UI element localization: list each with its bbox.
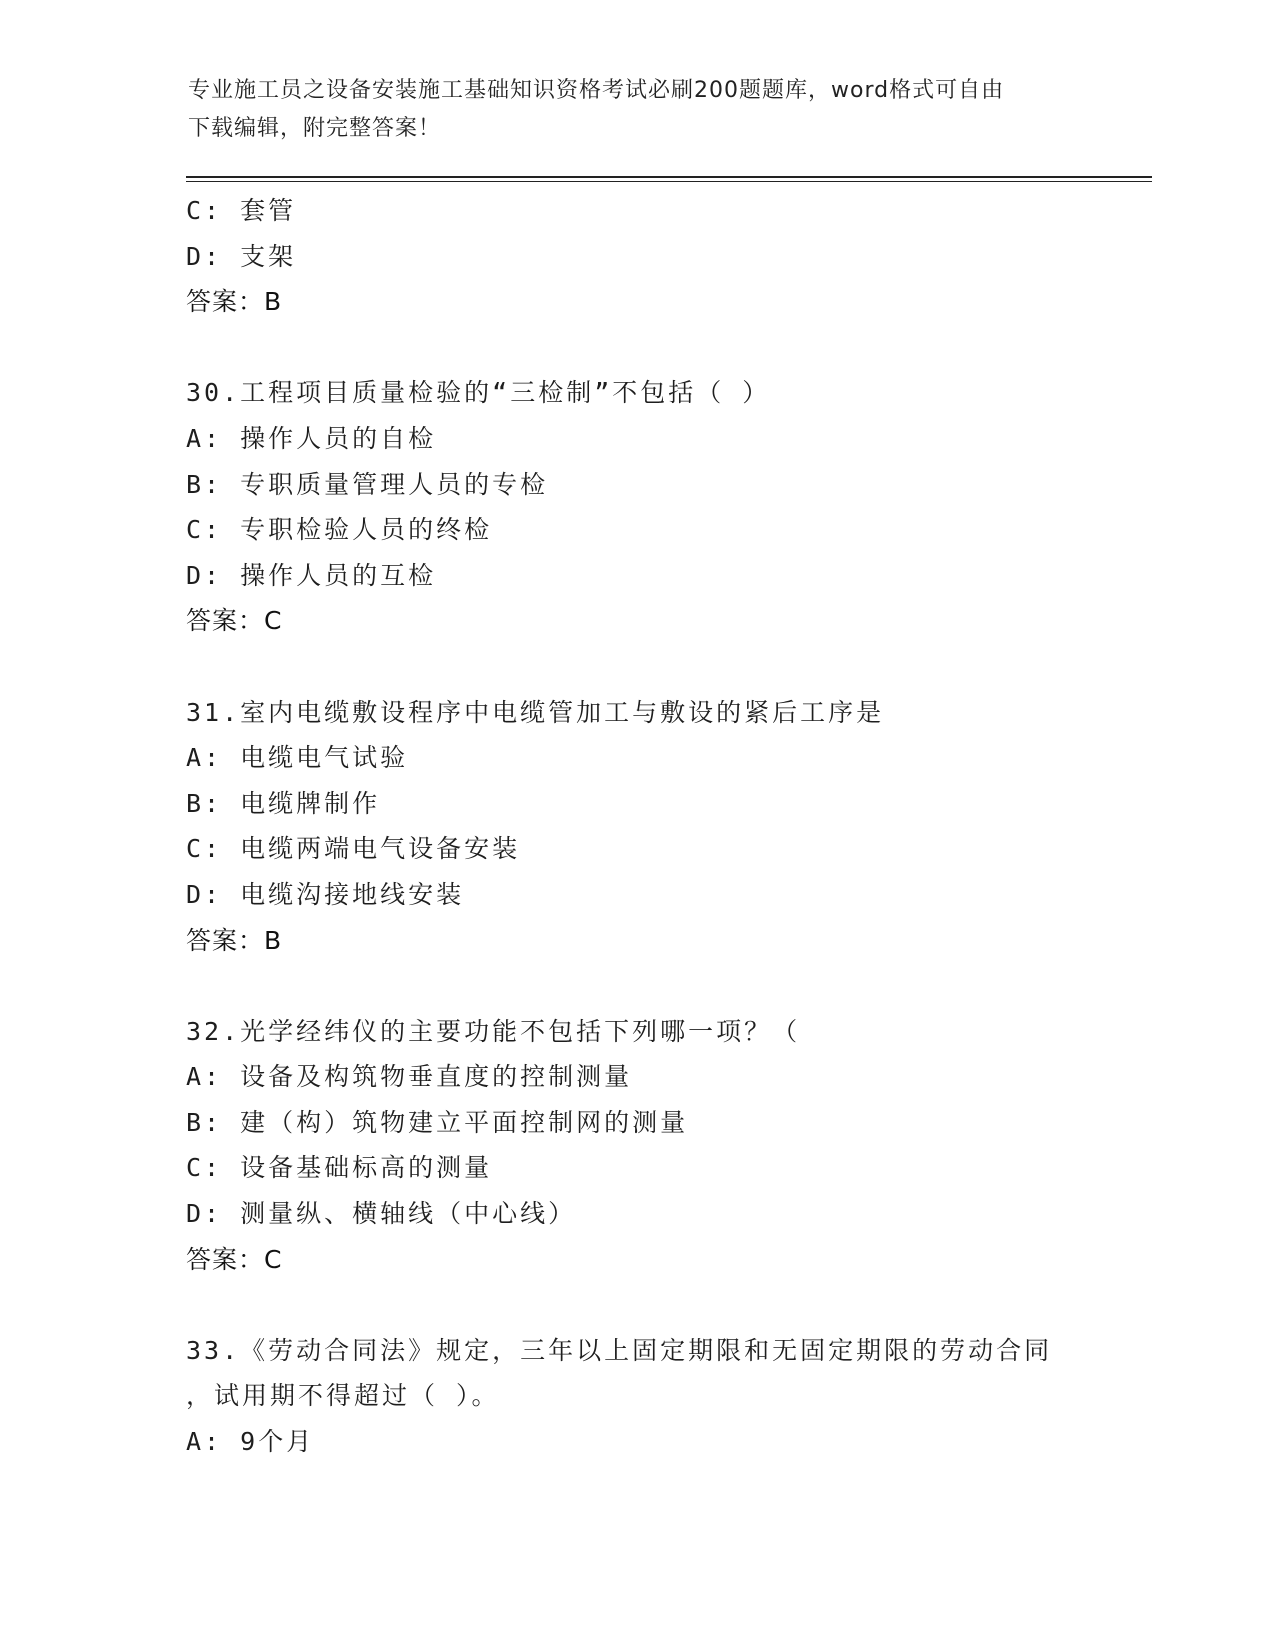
option-d: D: 支架 bbox=[186, 241, 297, 271]
option-c: C: 专职检验人员的终检 bbox=[186, 515, 493, 545]
answer-line: 答案：C bbox=[186, 1244, 283, 1274]
answer-line: 答案：B bbox=[186, 287, 283, 317]
option-c: C: 电缆两端电气设备安装 bbox=[186, 834, 521, 864]
option-d: D: 操作人员的互检 bbox=[186, 560, 437, 590]
option-d: D: 电缆沟接地线安装 bbox=[186, 879, 465, 909]
option-b: B: 建（构）筑物建立平面控制网的测量 bbox=[186, 1107, 689, 1137]
option-a: A: 设备及构筑物垂直度的控制测量 bbox=[186, 1062, 633, 1092]
question-list bbox=[186, 188, 1152, 1465]
header-line-2: 下载编辑，附完整答案！ bbox=[188, 116, 442, 141]
question-text: 33.《劳动合同法》规定，三年以上固定期限和无固定期限的劳动合同 bbox=[186, 1335, 1053, 1365]
header-line-1: 专业施工员之设备安装施工基础知识资格考试必刷200题题库，word格式可自由 bbox=[188, 78, 1005, 103]
question-text: 32.光学经纬仪的主要功能不包括下列哪一项？（ bbox=[186, 1016, 801, 1046]
question-block-33 bbox=[186, 1328, 1152, 1465]
question-block-32 bbox=[186, 1009, 1152, 1283]
option-b: B: 专职质量管理人员的专检 bbox=[186, 469, 549, 499]
question-block-31 bbox=[186, 690, 1152, 964]
option-a: A: 9个月 bbox=[186, 1427, 315, 1457]
option-a: A: 电缆电气试验 bbox=[186, 743, 409, 773]
answer-line: 答案：C bbox=[186, 606, 283, 636]
question-block-30 bbox=[186, 370, 1152, 644]
answer-line: 答案：B bbox=[186, 925, 283, 955]
option-d: D: 测量纵、横轴线（中心线） bbox=[186, 1199, 577, 1229]
question-text-continued: ，试用期不得超过（ ）。 bbox=[186, 1381, 500, 1411]
option-b: B: 电缆牌制作 bbox=[186, 788, 381, 818]
option-a: A: 操作人员的自检 bbox=[186, 423, 437, 453]
header-divider bbox=[186, 176, 1152, 182]
question-text: 30.工程项目质量检验的“三检制”不包括（ ） bbox=[186, 378, 771, 408]
option-c: C: 套管 bbox=[186, 196, 297, 225]
question-block-29 bbox=[186, 188, 1152, 325]
document-header bbox=[188, 72, 1088, 148]
question-text: 31.室内电缆敷设程序中电缆管加工与敷设的紧后工序是 bbox=[186, 697, 885, 727]
option-c: C: 设备基础标高的测量 bbox=[186, 1153, 493, 1183]
